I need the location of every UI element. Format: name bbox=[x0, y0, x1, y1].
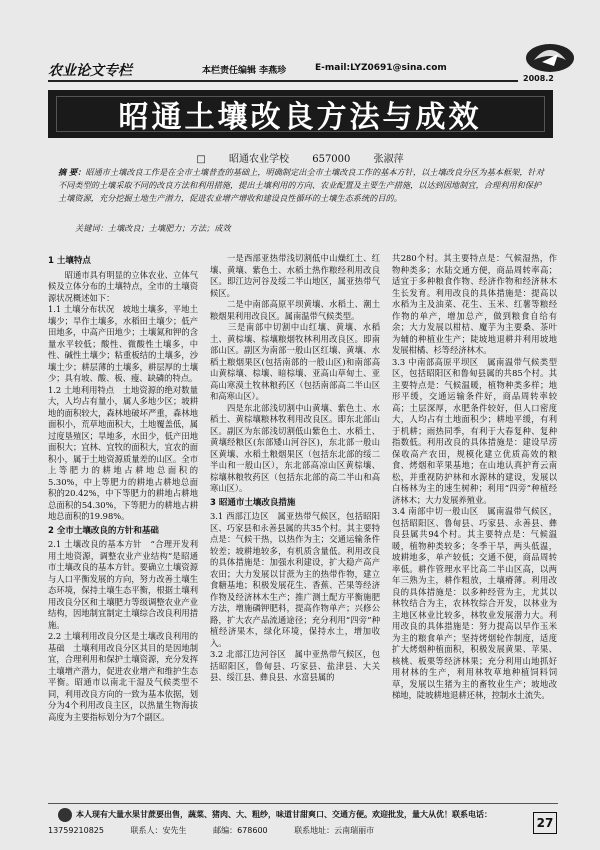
paragraph: 3.3 中南部高原平坝区 属南温带气候类型区，包括昭阳区和鲁甸县属的共85个村。其主要特点是：气候温暖，植物种类多样；地形平缓，交通运输条件好，商品周转率较高；土层深厚，水肥条件较好，但人口密度大，人均占有土地面积少；耕地平缓，有利于机耕；雨热同季，有利于大春复种、复种指数低。利用改良的具体措施是：建设早涝保收高产农田，规模化建立优质高效的粮食、烤烟和苹果基地；在山地认真护育云南松，并重视防护林和水源林的建设，发展以白杨林为主的速生树种；利用“四旁”种植经济林木；大力发展养殖业。 bbox=[392, 356, 557, 505]
header-rule bbox=[48, 80, 518, 82]
keywords: 关键词：土壤改良；土壤肥力；方法；成效 bbox=[75, 223, 231, 233]
section-heading: 1 土壤特点 bbox=[48, 256, 91, 266]
column-name: 农业论文专栏 bbox=[48, 63, 132, 79]
paragraph: 二是中南部高原平坝黄壤、水稻土、潮土粮烟果利用改良区。属南温带气候类型。 bbox=[210, 299, 380, 321]
contact-line bbox=[48, 825, 398, 836]
article-title: 昭通土壤改良方法与成效 bbox=[118, 100, 482, 135]
author-box: □ bbox=[196, 154, 206, 165]
contact-person: 联系人：安先生 bbox=[130, 826, 187, 835]
abstract-label: 摘 要： bbox=[58, 167, 86, 177]
footer-ad bbox=[58, 808, 492, 822]
author-line bbox=[0, 150, 600, 165]
paragraph: 四是东北部浅切割中山黄壤、紫色土、水稻土、黄棕壤粮林牧利用改良区。即东北部山区。副区为东部浅切割低山紫色土、水稻土、黄壤经粮区(东部矮山河谷区)，东北部一般山区黄壤、水稻土粮烟果区（包括东北部的绥二半山和一般山区），东北部高凉山区黄棕壤、棕壤林粮牧药区（包括东北部的高二半山和高寒山区）。 bbox=[210, 402, 380, 493]
section-heading: 2 全市土壤改良的方针和基础 bbox=[48, 525, 159, 536]
author-name: 张淑萍 bbox=[373, 154, 404, 165]
page-number: 27 bbox=[533, 812, 557, 834]
column-2 bbox=[210, 253, 380, 684]
paragraph: 三是南部中切割中山红壤、黄壤、水稻土、黄棕壤、棕壤粮烟牧林利用改良区。即南部山区。副区为南部一般山区红壤、黄壤、水稻土粮烟果区(包括南部的一般山区)和南部高山黄棕壤、棕壤、暗棕壤、亚高山草甸土、亚高山寒漠土牧林粮药区（包括南部高二半山区和高寒山区）。 bbox=[210, 322, 380, 401]
ad-text: 本人现有大量水果甘蔗要出售，蔬菜、猪肉、大、粗纱，味道甘甜爽口、交通方便。欢迎批发，量大从优！联系电话： bbox=[76, 809, 492, 819]
abstract-text: 昭通市土壤改良工作是在全市土壤普查的基础上，明确制定出全市土壤改良工作的基本方针，以土壤改良分区为基本框架，针对不同类型的土壤采取不同的改良方法和利用措施，提出土壤利用的方向、农业配置及主要生产措施，以达到因地制宜，合理利用和保护土壤资源，充分挖掘土地生产潜力，促进农业增产增收和建设良性循环的土壤生态系统的目的。 bbox=[58, 167, 544, 203]
affiliation: 昭通农业学校 bbox=[229, 154, 290, 165]
paragraph: 1.1 土壤分布状况 坡地土壤多，平地土壤少；旱作土壤多，水稻田土壤少；低产田地多，中高产田地少；土壤氮和钾的含量水平较低；酸性、微酸性土壤多，中性、碱性土壤少；粘重板结的土壤多，沙壤土少；耕层薄的土壤多，耕层厚的土壤少；具有坡、酸、板、瘦、缺磷的特点。 bbox=[48, 304, 198, 383]
paragraph: 一是西部亚热带浅切割低中山燥红土、红壤、黄壤、紫色土、水稻土热作粮经利用改良区。即江边河谷及绥二半山地区，属亚热带气候区。 bbox=[210, 253, 380, 298]
paragraph: 1.2 土地利用特点 土地资源的绝对数量大，人均占有量小，属人多地少区；坡耕地的面积较大，森林地破坏严重，森林地面积小，荒草地面积大，土地覆盖低，属过度垦殖区；旱地多，水田少，低产田地面积大；宜林、宜牧的面积大，宜农的面积小，属于土地资源质量差的山区。全市上等肥力的耕地占耕地总面积的5.30%，中上等肥力的耕地占耕地总面积的20.42%，中下等肥力的耕地占耕地总面积的54.30%，下等肥力的耕地占耕地总面积的19.98%。 bbox=[48, 384, 198, 521]
phone: 13759210825 bbox=[48, 826, 104, 835]
page-header bbox=[0, 0, 600, 83]
contact-address: 联系地址：云南瑞丽市 bbox=[294, 826, 375, 835]
paragraph: 3.1 西部江边区 属亚热带气候区，包括昭阳区、巧家县和永善县属的共35个村。其主要特点是：气候干热，以热作为主；交通运输条件较差；坡耕地较多，有机质含量低。利用改良的具体措施是：加强水利建设，扩大稳产高产农田；大力发展以甘蔗为主的热带作物，建立食糖基地；积极发展花生、香蕉、芒果等经济作物及经济林木生产；推广测土配方平衡施肥方法，增施磷钾肥料，提高作物单产；兴修公路，扩大农产品流通途径；充分利用“四旁”种植经济果木，绿化环境，保持水土，增加收入。 bbox=[210, 511, 380, 648]
column-3 bbox=[392, 253, 557, 702]
editor-email: E-mail:LYZ0691@sina.com bbox=[315, 63, 447, 73]
paragraph: 2.2 土壤利用改良分区是土壤改良利用的基础 土壤利用改良分区其目的是因地制宜，合理利用和保护土壤资源，充分发挥土壤增产潜力，促进农业增产和维护生态平衡。昭通市以南北干湿及气候类型不同，利用改良方向的一致为基本依据，划分为4个利用改良主区，以热量生物海拔高度为主要指标划分为7个副区。 bbox=[48, 631, 198, 722]
paragraph: 3.2 北部江边河谷区 属中亚热带气候区，包括昭阳区，鲁甸县、巧家县、盐津县、大关县、绥江县、彝良县、水富县属的 bbox=[210, 649, 380, 682]
paragraph: 2.1 土壤改良的基本方针 “合理开发利用土地资源，调整农业产业结构”是昭通市土壤改良的基本方针。要确立土壤资源与人口平衡发展的方向，努力改善土壤生态环境，保持土壤生态平衡，根据土壤利用改良分区和土壤肥力等级调整农业产业结构，因地制宜制定土壤综合改良利用措施。 bbox=[48, 539, 198, 630]
paragraph: 3.4 南部中切一般山区 属南温带气候区，包括昭阳区、鲁甸县、巧家县、永善县、彝良县属共94个村。其主要特点是：气候温暖，植物种类较多；冬季干旱，两头低温，坡耕地多，单产较低；交通不便，商品周转率低。耕作管理水平比高二半山区高，以两年三熟为主，耕作粗放，土壤瘠薄。利用改良的具体措施是：以多种经营为主，尤其以林牧结合为主，农林牧综合开发，以林业为主地区林业比较多，林牧业发展潜力大。利用改良的具体措施是：努力提高以早作玉米为主的粮食单产；坚持烤烟轮作制度，适度扩大烤烟种植面积，积极发展黄果、苹果、核桃、板栗等经济林果；充分利用山地抓好用材林的生产，利用林牧草地种植饲料饲草，发展以生猪为主的畜牧业生产；坡地改梯地，陡坡耕地退耕还林，控制水土流失。 bbox=[392, 506, 557, 700]
phone-circle-icon bbox=[58, 808, 72, 822]
paragraph: 共280个村。其主要特点是：气候湿热，作物种类多；水陆交通方便，商品周转率高；适宜于多种粮食作物、经济作物和经济林木生长发育。利用改良的具体措施是：提高以水稻为主及油菜、花生、玉米、红薯等粮经作物的单产，增加总产，做到粮食自给有余；大力发展以柑桔、魔芋为主要桑、茶叶为辅的种植业生产；陡坡地退耕并利用坡地发展柑橘、杉等经济林木。 bbox=[392, 253, 557, 355]
issue-label: 2008.2 bbox=[523, 74, 554, 83]
postcode: 657000 bbox=[312, 154, 351, 165]
postal-code: 邮编：678600 bbox=[213, 826, 268, 835]
editor-credit: 本栏责任编辑 李燕珍 bbox=[202, 66, 287, 76]
abstract bbox=[58, 166, 548, 205]
column-1 bbox=[48, 253, 198, 723]
paragraph: 昭通市具有明显的立体农业、立体气候及立体分布的土壤特点，全市的土壤资源状况概述如下： bbox=[48, 269, 198, 303]
section-heading: 3 昭通市土壤改良措施 bbox=[210, 497, 296, 508]
